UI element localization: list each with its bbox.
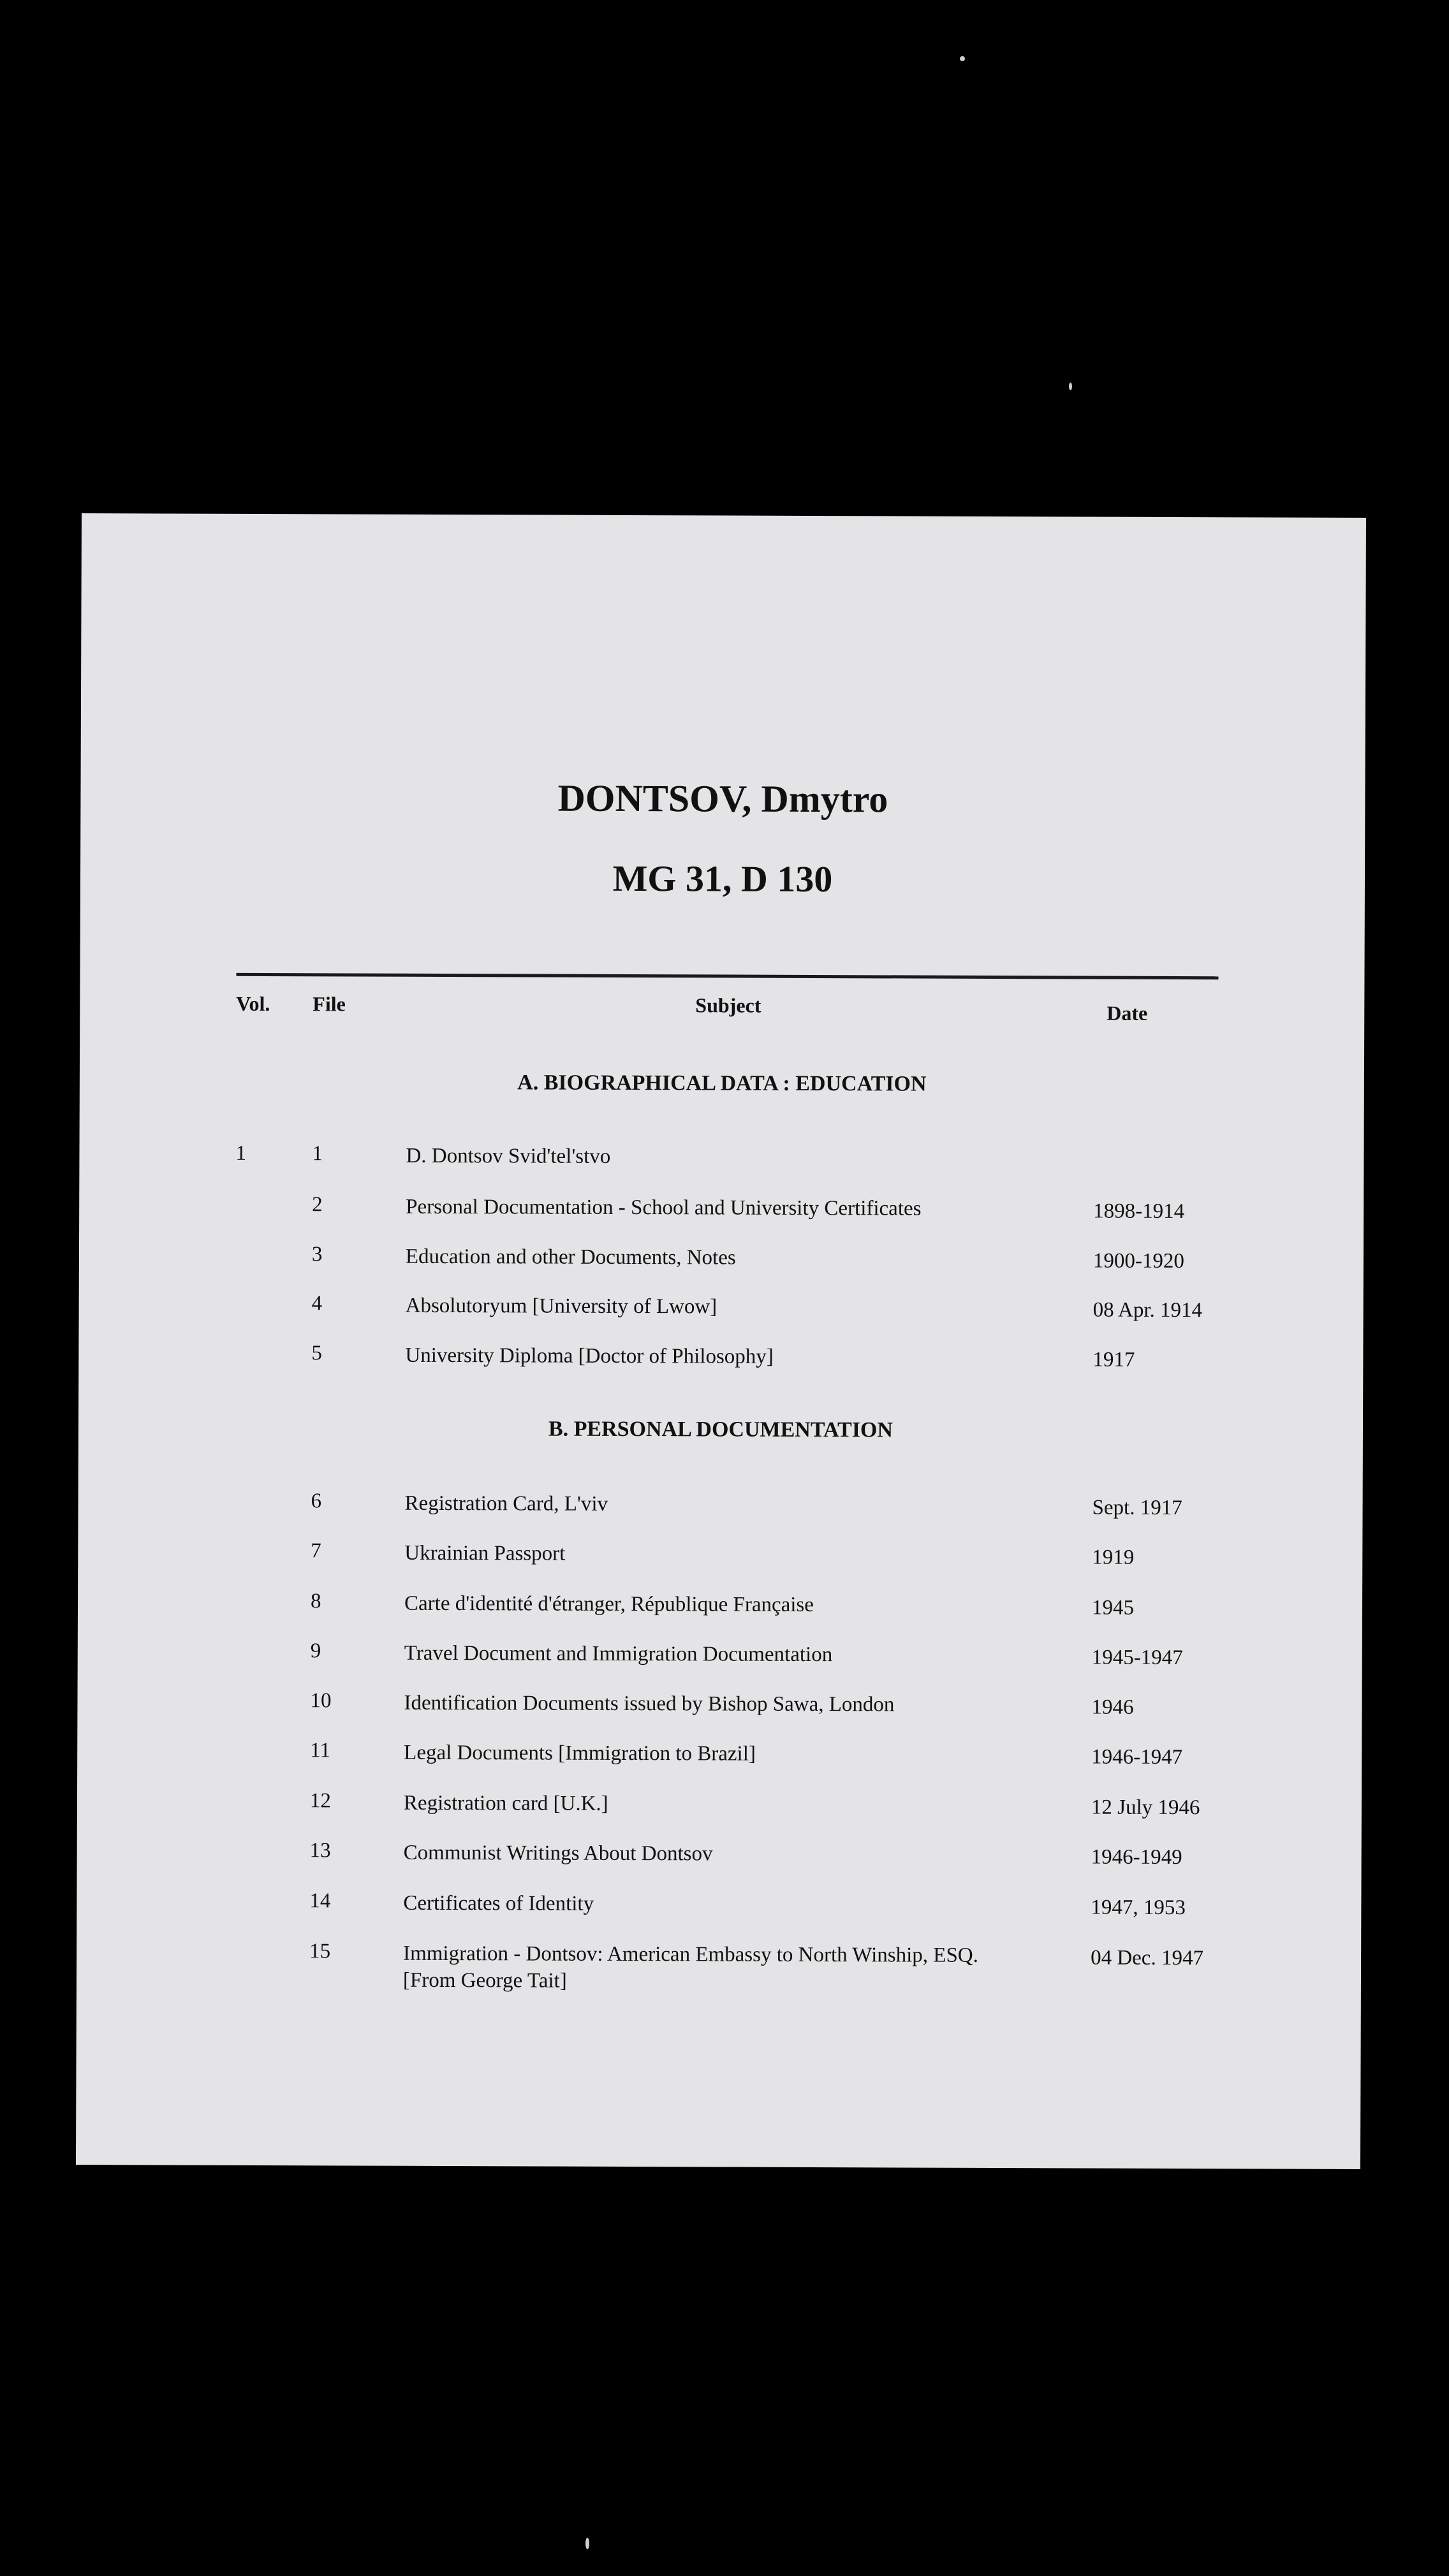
header-rule: [236, 973, 1218, 979]
row-date: 1917: [1092, 1348, 1135, 1372]
row-date: 1946-1947: [1091, 1745, 1183, 1769]
row-date: 12 July 1946: [1091, 1796, 1200, 1820]
column-header-vol: Vol.: [236, 992, 270, 1016]
row-file: 7: [311, 1539, 321, 1563]
row-file: 11: [310, 1739, 331, 1762]
column-header-date: Date: [1107, 1001, 1148, 1025]
row-vol: 1: [235, 1141, 247, 1165]
row-date: 1945-1947: [1091, 1646, 1183, 1670]
row-file: 4: [311, 1292, 323, 1315]
row-file: 9: [310, 1639, 321, 1663]
collection-reference: MG 31, D 130: [612, 857, 833, 900]
row-file: 5: [311, 1342, 322, 1365]
dust-speck: [960, 56, 965, 61]
row-file: 2: [312, 1193, 323, 1217]
row-file: 8: [310, 1590, 321, 1613]
row-subject: Personal Documentation - School and University Certificates: [406, 1195, 922, 1220]
dust-speck: [1069, 383, 1072, 390]
row-subject: University Diploma [Doctor of Philosophy]: [405, 1343, 774, 1368]
dust-speck: [585, 2538, 589, 2549]
row-file: 12: [309, 1789, 332, 1813]
row-subject: Education and other Documents, Notes: [405, 1245, 736, 1270]
row-file: 13: [309, 1839, 331, 1862]
row-date: 04 Dec. 1947: [1091, 1946, 1204, 1970]
row-date: 1947, 1953: [1091, 1896, 1186, 1920]
row-file: 10: [310, 1689, 332, 1713]
row-file: 15: [309, 1940, 331, 1963]
row-subject: [403, 1940, 978, 1996]
row-date: 1900-1920: [1092, 1249, 1184, 1273]
row-date: 1919: [1092, 1546, 1135, 1569]
row-date: 1898-1914: [1093, 1199, 1185, 1224]
row-date: 1946: [1091, 1695, 1134, 1719]
column-header-subject: Subject: [695, 993, 761, 1017]
row-subject: D. Dontsov Svid'tel'stvo: [406, 1144, 611, 1168]
row-subject: Ukrainian Passport: [404, 1541, 566, 1565]
row-file: 6: [311, 1489, 322, 1513]
row-subject: Communist Writings About Dontsov: [403, 1841, 713, 1866]
row-subject: Certificates of Identity: [403, 1891, 594, 1915]
row-file: 1: [312, 1142, 323, 1166]
column-header-file: File: [313, 992, 346, 1016]
row-subject: Identification Documents issued by Bishop Sawa, London: [404, 1691, 895, 1716]
row-file: 3: [311, 1243, 323, 1266]
row-date: 1945: [1091, 1596, 1135, 1620]
row-date: Sept. 1917: [1092, 1496, 1182, 1520]
collection-name: DONTSOV, Dmytro: [557, 777, 888, 821]
row-date: 08 Apr. 1914: [1092, 1298, 1203, 1322]
row-date: 1946-1949: [1091, 1845, 1182, 1870]
row-subject: Legal Documents [Immigration to Brazil]: [404, 1741, 756, 1766]
row-file: 14: [309, 1889, 331, 1913]
row-subject: Registration Card, L'viv: [404, 1491, 608, 1516]
section-heading-b: B. PERSONAL DOCUMENTATION: [548, 1417, 894, 1442]
row-subject-line: [From George Tait]: [402, 1968, 567, 1993]
row-subject: Carte d'identité d'étranger, République Française: [404, 1592, 814, 1617]
document-page: [76, 513, 1366, 2169]
section-heading-a: A. BIOGRAPHICAL DATA : EDUCATION: [517, 1071, 927, 1096]
row-subject-line: Immigration - Dontsov: American Embassy to North Winship, ESQ.: [403, 1942, 978, 1967]
row-subject: Absolutoryum [University of Lwow]: [405, 1294, 717, 1319]
row-subject: Registration card [U.K.]: [403, 1791, 608, 1815]
row-subject: Travel Document and Immigration Documentation: [404, 1641, 833, 1667]
